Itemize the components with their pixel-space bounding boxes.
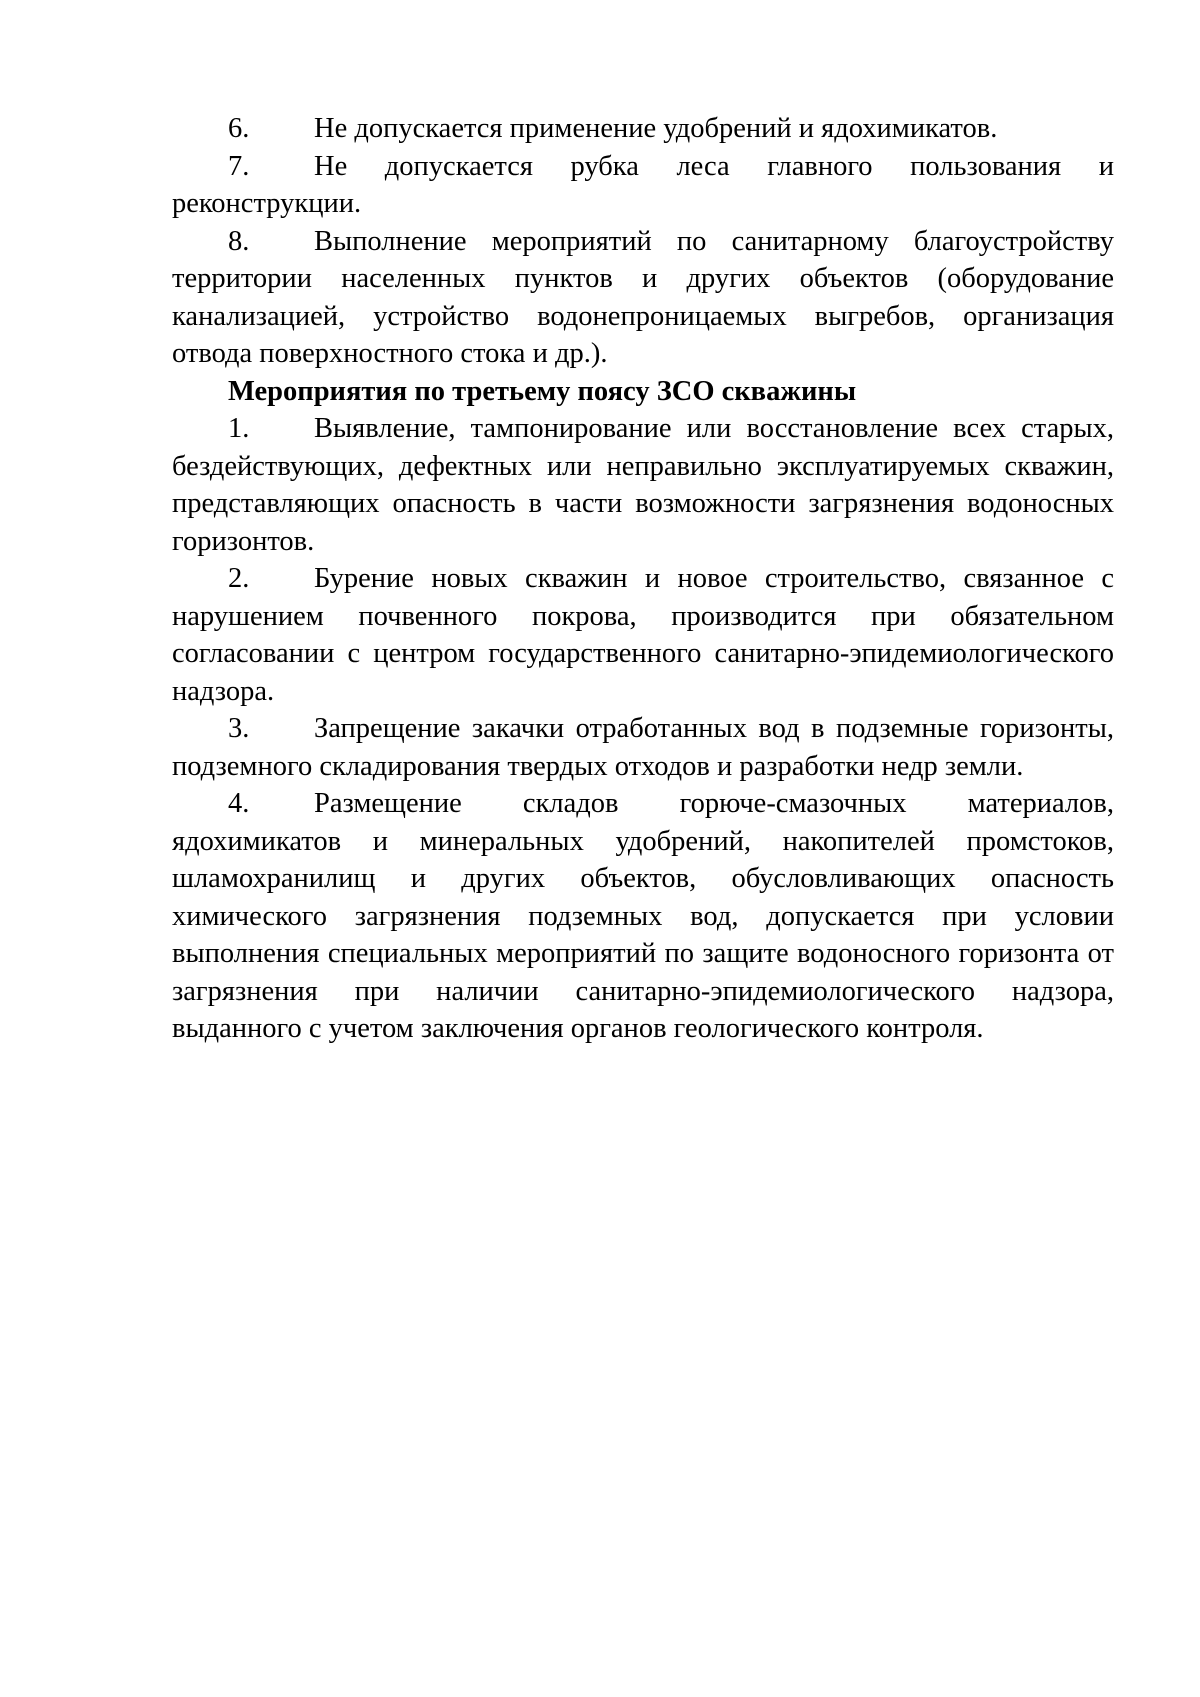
item-number: 1.	[228, 413, 250, 444]
section-heading: Мероприятия по третьему поясу ЗСО скважины	[228, 375, 857, 407]
list-item	[172, 785, 1114, 1048]
item-text: Не допускается применение удобрений и ядохимикатов.	[314, 113, 998, 144]
item-number: 3.	[228, 713, 250, 744]
item-text: Выполнение мероприятий по санитарному благоустройству территории населенных пунктов и других объектов (оборудование канализацией, устройство водонепроницаемых выгребов, организация отвода поверхностного стока и др.).	[172, 225, 1114, 369]
item-text: Запрещение закачки отработанных вод в подземные горизонты, подземного складирования твердых отходов и разработки недр земли.	[172, 713, 1114, 782]
list-item	[172, 560, 1114, 710]
item-number: 6.	[228, 113, 250, 144]
list-item	[172, 223, 1114, 373]
item-text: Не допускается рубка леса главного пользования и реконструкции.	[172, 150, 1114, 219]
item-text: Размещение складов горюче-смазочных материалов, ядохимикатов и минеральных удобрений, накопителей промстоков, шламохранилищ и других объектов, обусловливающих опасность химического загрязнения подземных вод, допускается при условии выполнения специальных мероприятий по защите водоносного горизонта от загрязнения при наличии санитарно-эпидемиологического надзора, выданного с учетом заключения органов геологического контроля.	[172, 788, 1114, 1044]
list-item	[172, 710, 1114, 785]
list-item	[172, 148, 1114, 223]
item-text: Выявление, тампонирование или восстановление всех старых, бездействующих, дефектных или неправильно эксплуатируемых скважин, представляющих опасность в части возможности загрязнения водоносных горизонтов.	[172, 413, 1114, 557]
item-number: 8.	[228, 225, 250, 257]
list-item	[172, 110, 1114, 148]
document-page	[172, 110, 1114, 1048]
item-number: 2.	[228, 563, 250, 594]
item-text: Бурение новых скважин и новое строительство, связанное с нарушением почвенного покрова, производится при обязательном согласовании с центром государственного санитарно-эпидемиологического надзора.	[172, 563, 1114, 707]
item-number: 4.	[228, 788, 250, 819]
list-item	[172, 410, 1114, 560]
item-number: 7.	[228, 150, 250, 182]
